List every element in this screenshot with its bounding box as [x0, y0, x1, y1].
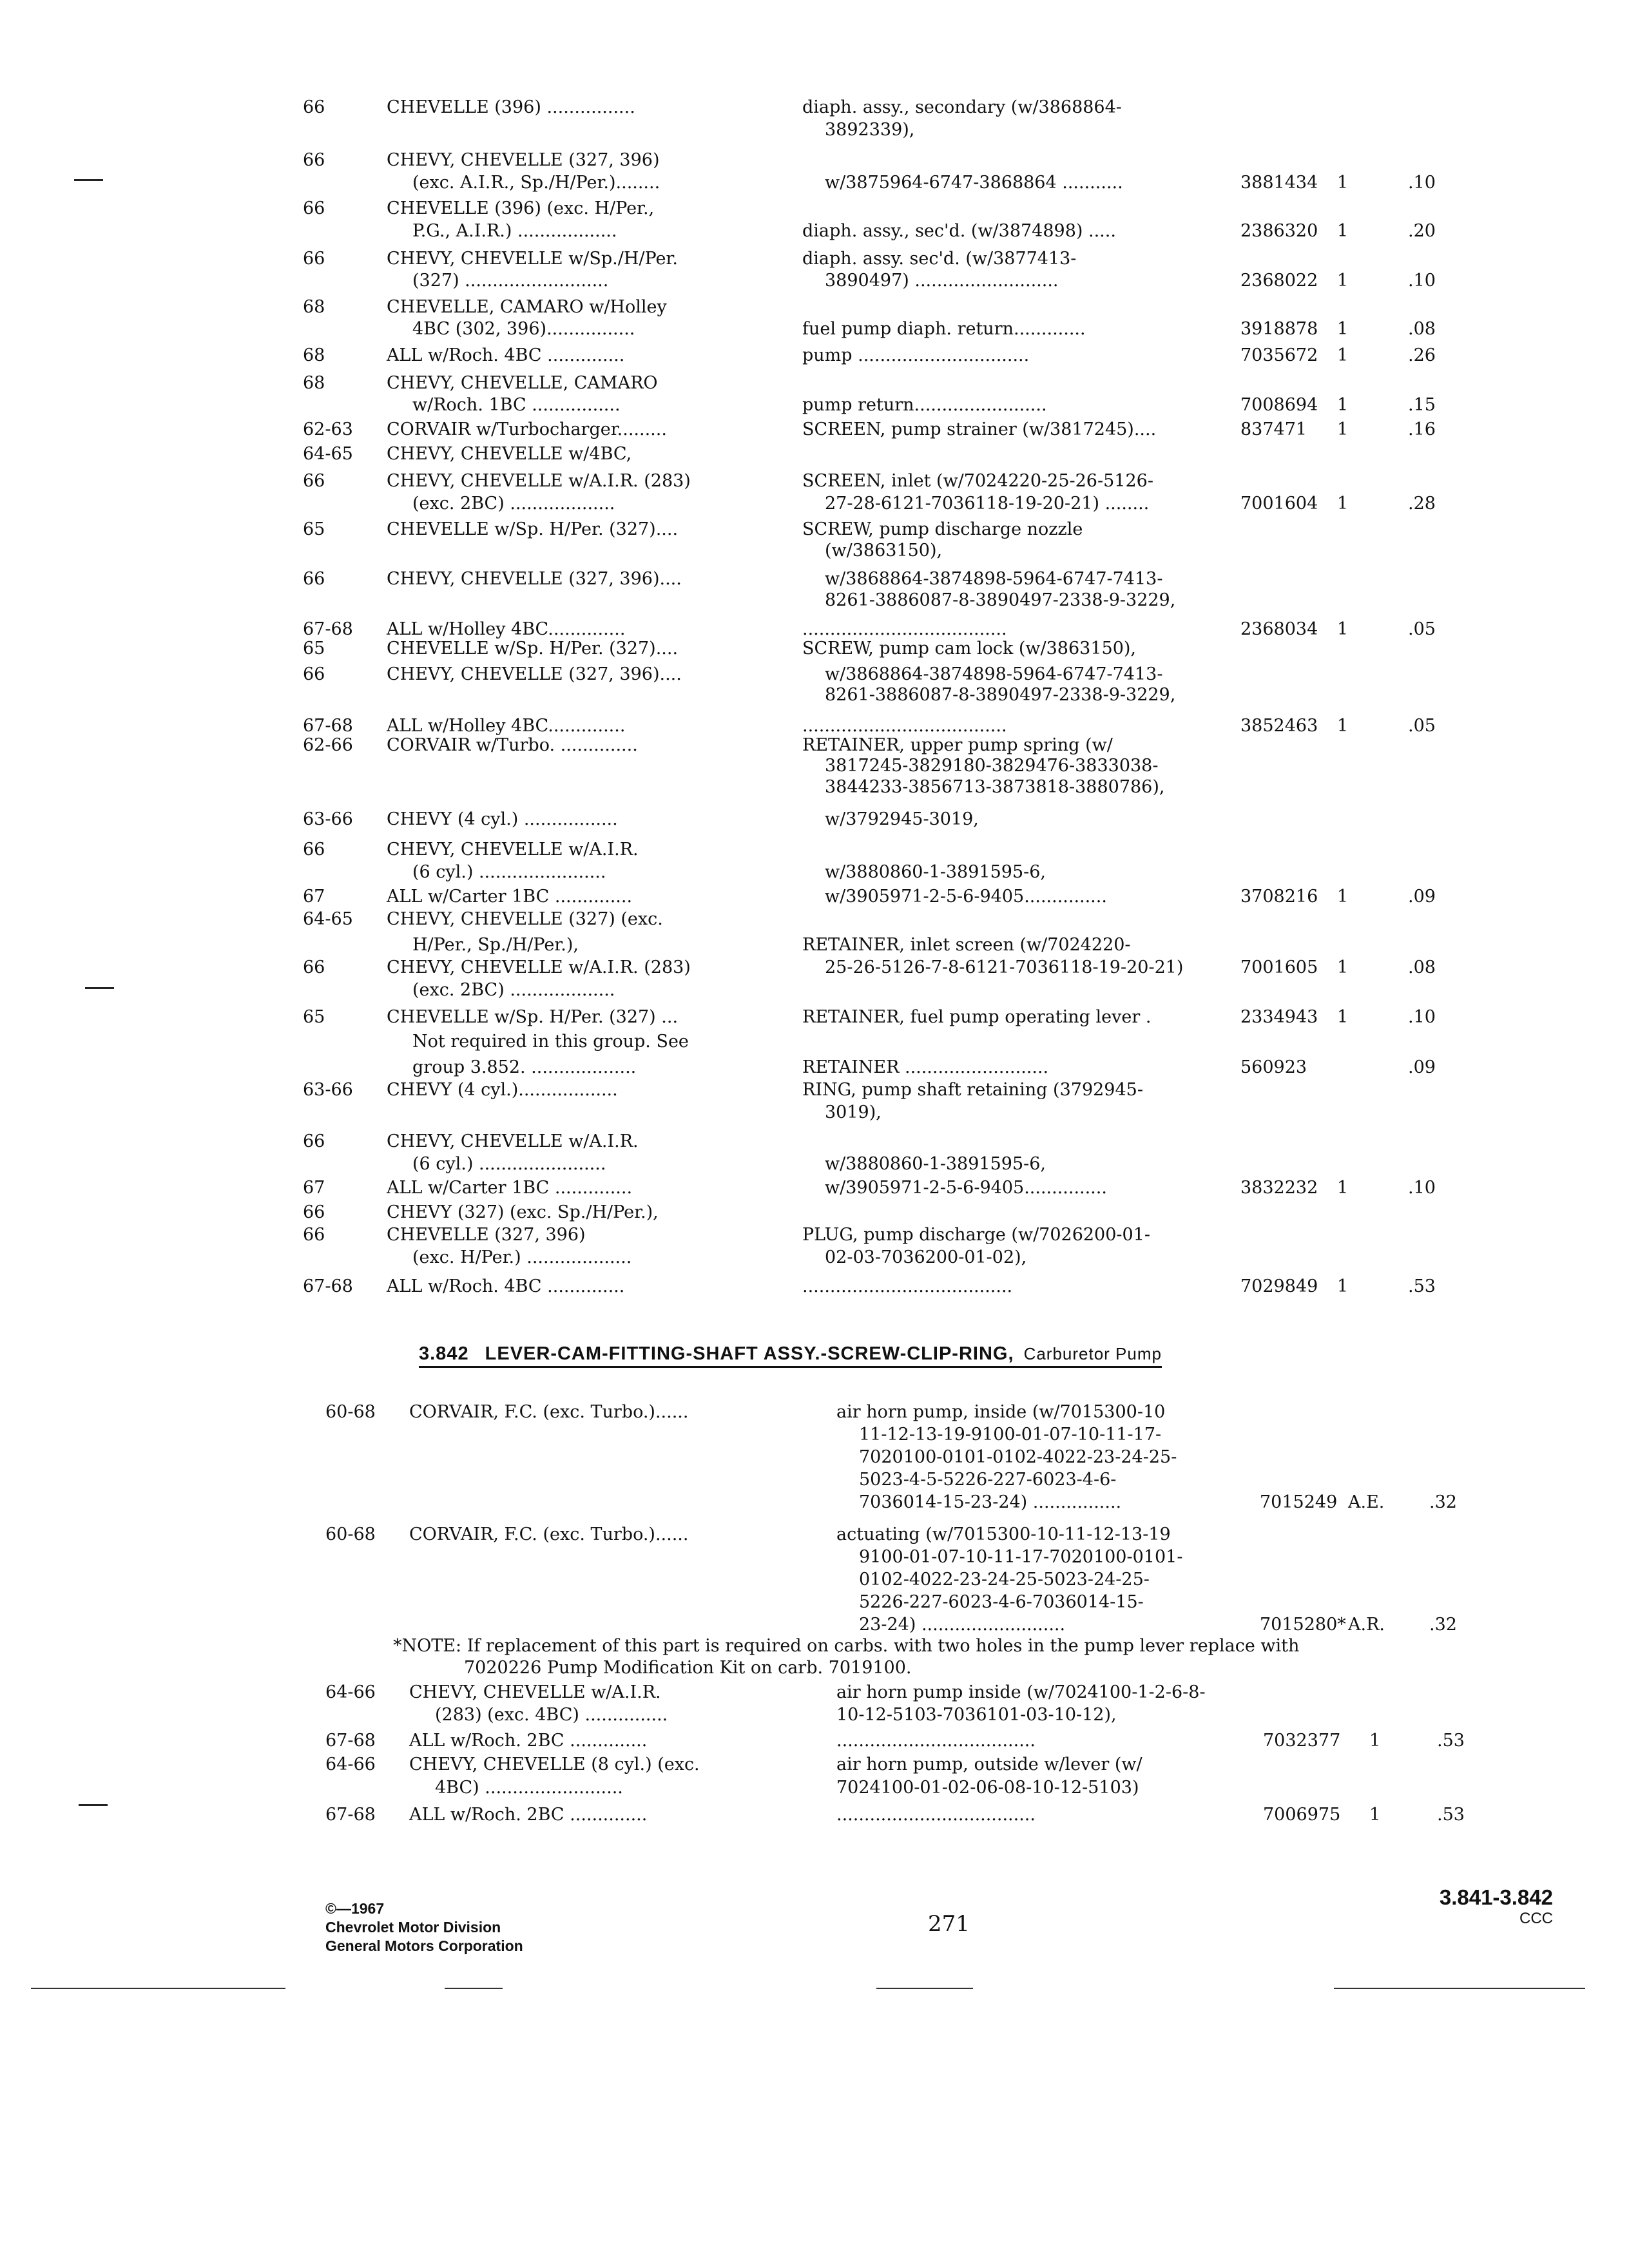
part-number-cell: 2368022: [1240, 271, 1318, 291]
description-cell: w/3868864-3874898-5964-6747-7413-: [825, 569, 1163, 589]
description-cell: 3817245-3829180-3829476-3833038-: [825, 756, 1159, 776]
model-cell: CHEVY, CHEVELLE, CAMARO: [387, 373, 658, 393]
model-cell: CHEVY, CHEVELLE (327) (exc.: [387, 909, 663, 929]
model-cell: ALL w/Roch. 2BC ..............: [409, 1805, 648, 1825]
section-heading: [419, 1343, 1162, 1368]
model-cell: ALL w/Holley 4BC..............: [387, 619, 626, 639]
table-row: [0, 1079, 1629, 1105]
model-cell: (6 cyl.) .......................: [412, 1154, 606, 1174]
year-cell: 63-66: [303, 809, 353, 829]
description-cell: 3890497) ..........................: [825, 271, 1059, 291]
part-number-cell: 3881434: [1240, 173, 1318, 193]
description-cell: 11-12-13-19-9100-01-07-10-11-17-: [859, 1425, 1162, 1445]
bottom-rule: [31, 1988, 285, 1989]
description-cell: pump ...............................: [802, 345, 1030, 365]
part-number-cell: 3708216: [1240, 887, 1318, 907]
table-row: [0, 957, 1629, 983]
table-row: [0, 1704, 1629, 1730]
description-cell: 9100-01-07-10-11-17-7020100-0101-: [859, 1547, 1183, 1567]
year-cell: 60-68: [325, 1402, 376, 1422]
table-row: [0, 776, 1629, 802]
quantity-cell: 1: [1337, 345, 1349, 365]
model-cell: CHEVY, CHEVELLE w/A.I.R.: [409, 1682, 661, 1702]
description-cell: 8261-3886087-8-3890497-2338-9-3229,: [825, 590, 1176, 610]
table-row: [0, 172, 1629, 198]
part-number-cell: 7032377: [1263, 1731, 1341, 1751]
margin-mark: [74, 179, 103, 181]
year-cell: 66: [303, 569, 325, 589]
description-cell: air horn pump, inside (w/7015300-10: [836, 1402, 1166, 1422]
part-number-cell: 7001604: [1240, 494, 1318, 514]
table-row: [0, 149, 1629, 175]
price-cell: .53: [1408, 1276, 1436, 1296]
model-cell: CHEVY, CHEVELLE (8 cyl.) (exc.: [409, 1754, 700, 1774]
part-number-cell: 3832232: [1240, 1178, 1318, 1198]
price-cell: .15: [1408, 395, 1436, 415]
section-range-block: [1360, 1885, 1553, 1928]
description-cell: pump return........................: [802, 395, 1047, 415]
model-cell: CHEVELLE (396) ................: [387, 97, 635, 117]
table-row: [0, 470, 1629, 496]
year-cell: 66: [303, 249, 325, 269]
table-row: [0, 1202, 1629, 1227]
table-row: [0, 638, 1629, 664]
part-number-cell: 837471: [1240, 419, 1307, 439]
description-cell: 5023-4-5-5226-227-6023-4-6-: [859, 1470, 1117, 1490]
description-cell: SCREEN, inlet (w/7024220-25-26-5126-: [802, 471, 1153, 491]
table-row: [0, 97, 1629, 122]
description-cell: w/3880860-1-3891595-6,: [825, 1154, 1046, 1174]
price-cell: .08: [1408, 319, 1436, 339]
bottom-rule: [1334, 1988, 1585, 1989]
year-cell: 64-65: [303, 909, 353, 929]
table-row: [0, 394, 1629, 420]
price-cell: .26: [1408, 345, 1436, 365]
price-cell: .20: [1408, 221, 1436, 241]
price-cell: .10: [1408, 271, 1436, 291]
quantity-cell: 1: [1337, 419, 1349, 439]
year-cell: 68: [303, 297, 325, 317]
price-cell: .10: [1408, 173, 1436, 193]
table-row: [0, 198, 1629, 224]
description-cell: SCREEN, pump strainer (w/3817245)....: [802, 419, 1157, 439]
description-cell: 10-12-5103-7036101-03-10-12),: [836, 1705, 1117, 1725]
table-row: [0, 419, 1629, 445]
quantity-cell: 1: [1337, 395, 1349, 415]
year-cell: 62-63: [303, 419, 353, 439]
part-number-cell: 7006975: [1263, 1805, 1341, 1825]
quantity-cell: 1: [1369, 1731, 1381, 1751]
year-cell: 66: [303, 664, 325, 684]
quantity-cell: 1: [1337, 957, 1349, 977]
description-cell: 5226-227-6023-4-6-7036014-15-: [859, 1592, 1144, 1612]
year-cell: 64-65: [303, 444, 353, 464]
description-cell: ......................................: [802, 1276, 1013, 1296]
part-number-cell: 7015280*: [1260, 1615, 1346, 1635]
model-cell: CORVAIR, F.C. (exc. Turbo.)......: [409, 1524, 689, 1544]
quantity-cell: 1: [1337, 494, 1349, 514]
quantity-cell: 1: [1337, 1178, 1349, 1198]
description-cell: SCREW, pump cam lock (w/3863150),: [802, 639, 1136, 658]
table-row: [0, 1131, 1629, 1157]
model-cell: CHEVY, CHEVELLE w/A.I.R.: [387, 1131, 639, 1151]
table-row: [0, 861, 1629, 887]
model-cell: CHEVY (327) (exc. Sp./H/Per.),: [387, 1202, 659, 1222]
table-row: [0, 1276, 1629, 1302]
description-cell: RETAINER, upper pump spring (w/: [802, 735, 1113, 755]
quantity-cell: A.E.: [1348, 1492, 1385, 1512]
part-number-cell: 3918878: [1240, 319, 1318, 339]
table-row: [0, 1424, 1629, 1450]
price-cell: .32: [1429, 1615, 1457, 1635]
price-cell: .16: [1408, 419, 1436, 439]
note-line-1: *NOTE: If replacement of this part is required on carbs. with two holes in the pump lever replace with: [393, 1636, 1300, 1656]
section-range: 3.841-3.842: [1439, 1885, 1553, 1909]
note-text: [393, 1635, 1482, 1679]
table-row: [0, 318, 1629, 344]
table-row: [0, 540, 1629, 566]
description-cell: 02-03-7036200-01-02),: [825, 1247, 1027, 1267]
description-cell: RETAINER, inlet screen (w/7024220-: [802, 935, 1131, 955]
price-cell: .09: [1408, 1057, 1436, 1077]
description-cell: air horn pump, outside w/lever (w/: [836, 1754, 1142, 1774]
description-cell: 7036014-15-23-24) ................: [859, 1492, 1122, 1512]
table-row: [0, 934, 1629, 960]
model-cell: CHEVY, CHEVELLE w/A.I.R. (283): [387, 471, 691, 491]
model-cell: CHEVY, CHEVELLE w/4BC,: [387, 444, 632, 464]
model-cell: CHEVY (4 cyl.)..................: [387, 1080, 618, 1100]
table-row: [0, 1247, 1629, 1273]
part-number-cell: 7029849: [1240, 1276, 1318, 1296]
quantity-cell: 1: [1337, 173, 1349, 193]
table-row: [0, 1546, 1629, 1572]
year-cell: 66: [303, 97, 325, 117]
description-cell: PLUG, pump discharge (w/7026200-01-: [802, 1225, 1151, 1245]
year-cell: 66: [303, 1131, 325, 1151]
price-cell: .28: [1408, 494, 1436, 514]
description-cell: w/3905971-2-5-6-9405...............: [825, 1178, 1107, 1198]
division-name: Chevrolet Motor Division: [325, 1919, 501, 1936]
table-row: [0, 1730, 1629, 1756]
table-row: [0, 1754, 1629, 1780]
year-cell: 67-68: [303, 1276, 353, 1296]
model-cell: CORVAIR, F.C. (exc. Turbo.)......: [409, 1402, 689, 1422]
year-cell: 63-66: [303, 1080, 353, 1100]
model-cell: CHEVY, CHEVELLE w/Sp./H/Per.: [387, 249, 678, 269]
table-row: [0, 1224, 1629, 1250]
bottom-rule: [876, 1988, 973, 1989]
table-row: [0, 1057, 1629, 1082]
corporation-name: General Motors Corporation: [325, 1937, 523, 1954]
part-number-cell: 560923: [1240, 1057, 1307, 1077]
model-cell: (283) (exc. 4BC) ...............: [435, 1705, 668, 1725]
description-cell: 8261-3886087-8-3890497-2338-9-3229,: [825, 685, 1176, 705]
model-cell: (exc. H/Per.) ...................: [412, 1247, 632, 1267]
model-cell: P.G., A.I.R.) ..................: [412, 221, 617, 241]
table-row: [0, 270, 1629, 296]
table-row: [0, 908, 1629, 934]
quantity-cell: 1: [1337, 319, 1349, 339]
year-cell: 67-68: [325, 1805, 376, 1825]
part-number-cell: 7015249: [1260, 1492, 1338, 1512]
part-number-cell: 7035672: [1240, 345, 1318, 365]
table-row: [0, 1177, 1629, 1203]
model-cell: CHEVELLE, CAMARO w/Holley: [387, 297, 667, 317]
table-row: [0, 1591, 1629, 1617]
price-cell: .53: [1437, 1731, 1465, 1751]
description-cell: RING, pump shaft retaining (3792945-: [802, 1080, 1143, 1100]
quantity-cell: 1: [1337, 1276, 1349, 1296]
price-cell: .10: [1408, 1178, 1436, 1198]
description-cell: w/3868864-3874898-5964-6747-7413-: [825, 664, 1163, 684]
model-cell: CHEVY, CHEVELLE (327, 396): [387, 150, 660, 170]
model-cell: H/Per., Sp./H/Per.),: [412, 935, 579, 955]
description-cell: diaph. assy., secondary (w/3868864-: [802, 97, 1122, 117]
model-cell: CORVAIR w/Turbocharger.........: [387, 419, 667, 439]
model-cell: CHEVELLE (327, 396): [387, 1225, 586, 1245]
model-cell: w/Roch. 1BC ................: [412, 395, 621, 415]
table-row: [0, 979, 1629, 1005]
year-cell: 65: [303, 1007, 325, 1027]
year-cell: 65: [303, 639, 325, 658]
year-cell: 60-68: [325, 1524, 376, 1544]
model-cell: ALL w/Carter 1BC ..............: [387, 1178, 633, 1198]
note-line-2: 7020226 Pump Modification Kit on carb. 7019100.: [464, 1658, 912, 1678]
table-row: [0, 1401, 1629, 1427]
copyright: ©—1967: [325, 1900, 385, 1917]
model-cell: (6 cyl.) .......................: [412, 862, 606, 882]
description-cell: w/3875964-6747-3868864 ...........: [825, 173, 1123, 193]
price-cell: .09: [1408, 887, 1436, 907]
description-cell: .....................................: [802, 619, 1007, 639]
description-cell: w/3905971-2-5-6-9405...............: [825, 887, 1107, 907]
description-cell: 0102-4022-23-24-25-5023-24-25-: [859, 1570, 1150, 1590]
description-cell: 25-26-5126-7-8-6121-7036118-19-20-21): [825, 957, 1184, 977]
margin-mark: [85, 987, 114, 989]
model-cell: CHEVELLE w/Sp. H/Per. (327)....: [387, 639, 679, 658]
bottom-rule: [445, 1988, 503, 1989]
model-cell: CHEVELLE w/Sp. H/Per. (327) ...: [387, 1007, 679, 1027]
price-cell: .05: [1408, 716, 1436, 736]
description-cell: 3844233-3856713-3873818-3880786),: [825, 777, 1165, 797]
table-row: [0, 1446, 1629, 1472]
table-row: [0, 684, 1629, 710]
table-row: [0, 443, 1629, 469]
year-cell: 66: [303, 1225, 325, 1245]
table-row: [0, 1682, 1629, 1707]
part-number-cell: 7008694: [1240, 395, 1318, 415]
table-row: [0, 809, 1629, 834]
part-number-cell: 3852463: [1240, 716, 1318, 736]
year-cell: 66: [303, 840, 325, 860]
year-cell: 67: [303, 887, 325, 907]
table-row: [0, 119, 1629, 145]
model-cell: CORVAIR w/Turbo. ..............: [387, 735, 638, 755]
description-cell: 23-24) ..........................: [859, 1615, 1066, 1635]
part-number-cell: 2386320: [1240, 221, 1318, 241]
year-cell: 66: [303, 1202, 325, 1222]
part-number-cell: 7001605: [1240, 957, 1318, 977]
section-title: LEVER-CAM-FITTING-SHAFT ASSY.-SCREW-CLIP-RING,: [485, 1343, 1014, 1364]
table-row: [0, 590, 1629, 615]
price-cell: .05: [1408, 619, 1436, 639]
year-cell: 66: [303, 957, 325, 977]
year-cell: 64-66: [325, 1754, 376, 1774]
description-cell: 3892339),: [825, 120, 915, 140]
model-cell: CHEVY, CHEVELLE (327, 396)....: [387, 569, 682, 589]
year-cell: 66: [303, 198, 325, 218]
price-cell: .10: [1408, 1007, 1436, 1027]
catalog-code: CCC: [1519, 1910, 1553, 1927]
year-cell: 64-66: [325, 1682, 376, 1702]
table-row: [0, 1804, 1629, 1830]
description-cell: diaph. assy. sec'd. (w/3877413-: [802, 249, 1077, 269]
margin-mark: [79, 1804, 108, 1806]
quantity-cell: 1: [1337, 221, 1349, 241]
model-cell: CHEVY (4 cyl.) .................: [387, 809, 618, 829]
description-cell: .....................................: [802, 716, 1007, 736]
model-cell: (327) ..........................: [412, 271, 609, 291]
description-cell: SCREW, pump discharge nozzle: [802, 519, 1083, 539]
table-row: [0, 1777, 1629, 1803]
model-cell: CHEVY, CHEVELLE (327, 396)....: [387, 664, 682, 684]
table-row: [0, 345, 1629, 370]
model-cell: CHEVELLE (396) (exc. H/Per.,: [387, 198, 655, 218]
table-row: [0, 1524, 1629, 1550]
description-cell: 27-28-6121-7036118-19-20-21) ........: [825, 494, 1150, 514]
description-cell: actuating (w/7015300-10-11-12-13-19: [836, 1524, 1171, 1544]
year-cell: 67: [303, 1178, 325, 1198]
model-cell: Not required in this group. See: [412, 1032, 689, 1052]
year-cell: 67-68: [325, 1731, 376, 1751]
model-cell: CHEVELLE w/Sp. H/Per. (327)....: [387, 519, 679, 539]
table-row: [0, 1031, 1629, 1057]
model-cell: ALL w/Roch. 2BC ..............: [409, 1731, 648, 1751]
quantity-cell: 1: [1337, 887, 1349, 907]
model-cell: ALL w/Holley 4BC..............: [387, 716, 626, 736]
table-row: [0, 1492, 1629, 1517]
table-row: [0, 493, 1629, 519]
table-row: [0, 220, 1629, 246]
year-cell: 68: [303, 345, 325, 365]
price-cell: .08: [1408, 957, 1436, 977]
description-cell: fuel pump diaph. return.............: [802, 319, 1086, 339]
description-cell: (w/3863150),: [825, 541, 943, 561]
description-cell: w/3792945-3019,: [825, 809, 979, 829]
page-number: 271: [928, 1911, 970, 1937]
year-cell: 68: [303, 373, 325, 393]
year-cell: 62-66: [303, 735, 353, 755]
model-cell: group 3.852. ...................: [412, 1057, 637, 1077]
section-number: 3.842: [419, 1343, 469, 1364]
publisher-block: [325, 1899, 523, 1956]
year-cell: 66: [303, 150, 325, 170]
quantity-cell: 1: [1337, 1007, 1349, 1027]
year-cell: 67-68: [303, 716, 353, 736]
table-row: [0, 1102, 1629, 1128]
part-number-cell: 2334943: [1240, 1007, 1318, 1027]
section-subtitle: Carburetor Pump: [1023, 1344, 1162, 1363]
description-cell: w/3880860-1-3891595-6,: [825, 862, 1046, 882]
description-cell: air horn pump inside (w/7024100-1-2-6-8-: [836, 1682, 1206, 1702]
quantity-cell: 1: [1337, 716, 1349, 736]
model-cell: CHEVY, CHEVELLE w/A.I.R.: [387, 840, 639, 860]
description-cell: RETAINER ..........................: [802, 1057, 1049, 1077]
table-row: [0, 886, 1629, 912]
part-number-cell: 2368034: [1240, 619, 1318, 639]
model-cell: ALL w/Roch. 4BC ..............: [387, 345, 625, 365]
quantity-cell: 1: [1337, 271, 1349, 291]
quantity-cell: A.R.: [1348, 1615, 1385, 1635]
table-row: [0, 1569, 1629, 1595]
table-row: [0, 1153, 1629, 1179]
table-row: [0, 1006, 1629, 1032]
model-cell: ALL w/Carter 1BC ..............: [387, 887, 633, 907]
model-cell: (exc. 2BC) ...................: [412, 494, 615, 514]
model-cell: (exc. 2BC) ...................: [412, 980, 615, 1000]
year-cell: 67-68: [303, 619, 353, 639]
year-cell: 65: [303, 519, 325, 539]
quantity-cell: 1: [1369, 1805, 1381, 1825]
description-cell: RETAINER, fuel pump operating lever .: [802, 1007, 1152, 1027]
model-cell: 4BC (302, 396)................: [412, 319, 635, 339]
year-cell: 66: [303, 471, 325, 491]
model-cell: ALL w/Roch. 4BC ..............: [387, 1276, 625, 1296]
table-row: [0, 839, 1629, 865]
table-row: [0, 1469, 1629, 1495]
price-cell: .53: [1437, 1805, 1465, 1825]
description-cell: diaph. assy., sec'd. (w/3874898) .....: [802, 221, 1116, 241]
description-cell: 3019),: [825, 1102, 882, 1122]
model-cell: (exc. A.I.R., Sp./H/Per.)........: [412, 173, 660, 193]
description-cell: ....................................: [836, 1731, 1036, 1751]
description-cell: 7020100-0101-0102-4022-23-24-25-: [859, 1447, 1177, 1467]
model-cell: 4BC) .........................: [435, 1778, 623, 1798]
quantity-cell: 1: [1337, 619, 1349, 639]
description-cell: ....................................: [836, 1805, 1036, 1825]
description-cell: 7024100-01-02-06-08-10-12-5103): [836, 1778, 1139, 1798]
price-cell: .32: [1429, 1492, 1457, 1512]
model-cell: CHEVY, CHEVELLE w/A.I.R. (283): [387, 957, 691, 977]
